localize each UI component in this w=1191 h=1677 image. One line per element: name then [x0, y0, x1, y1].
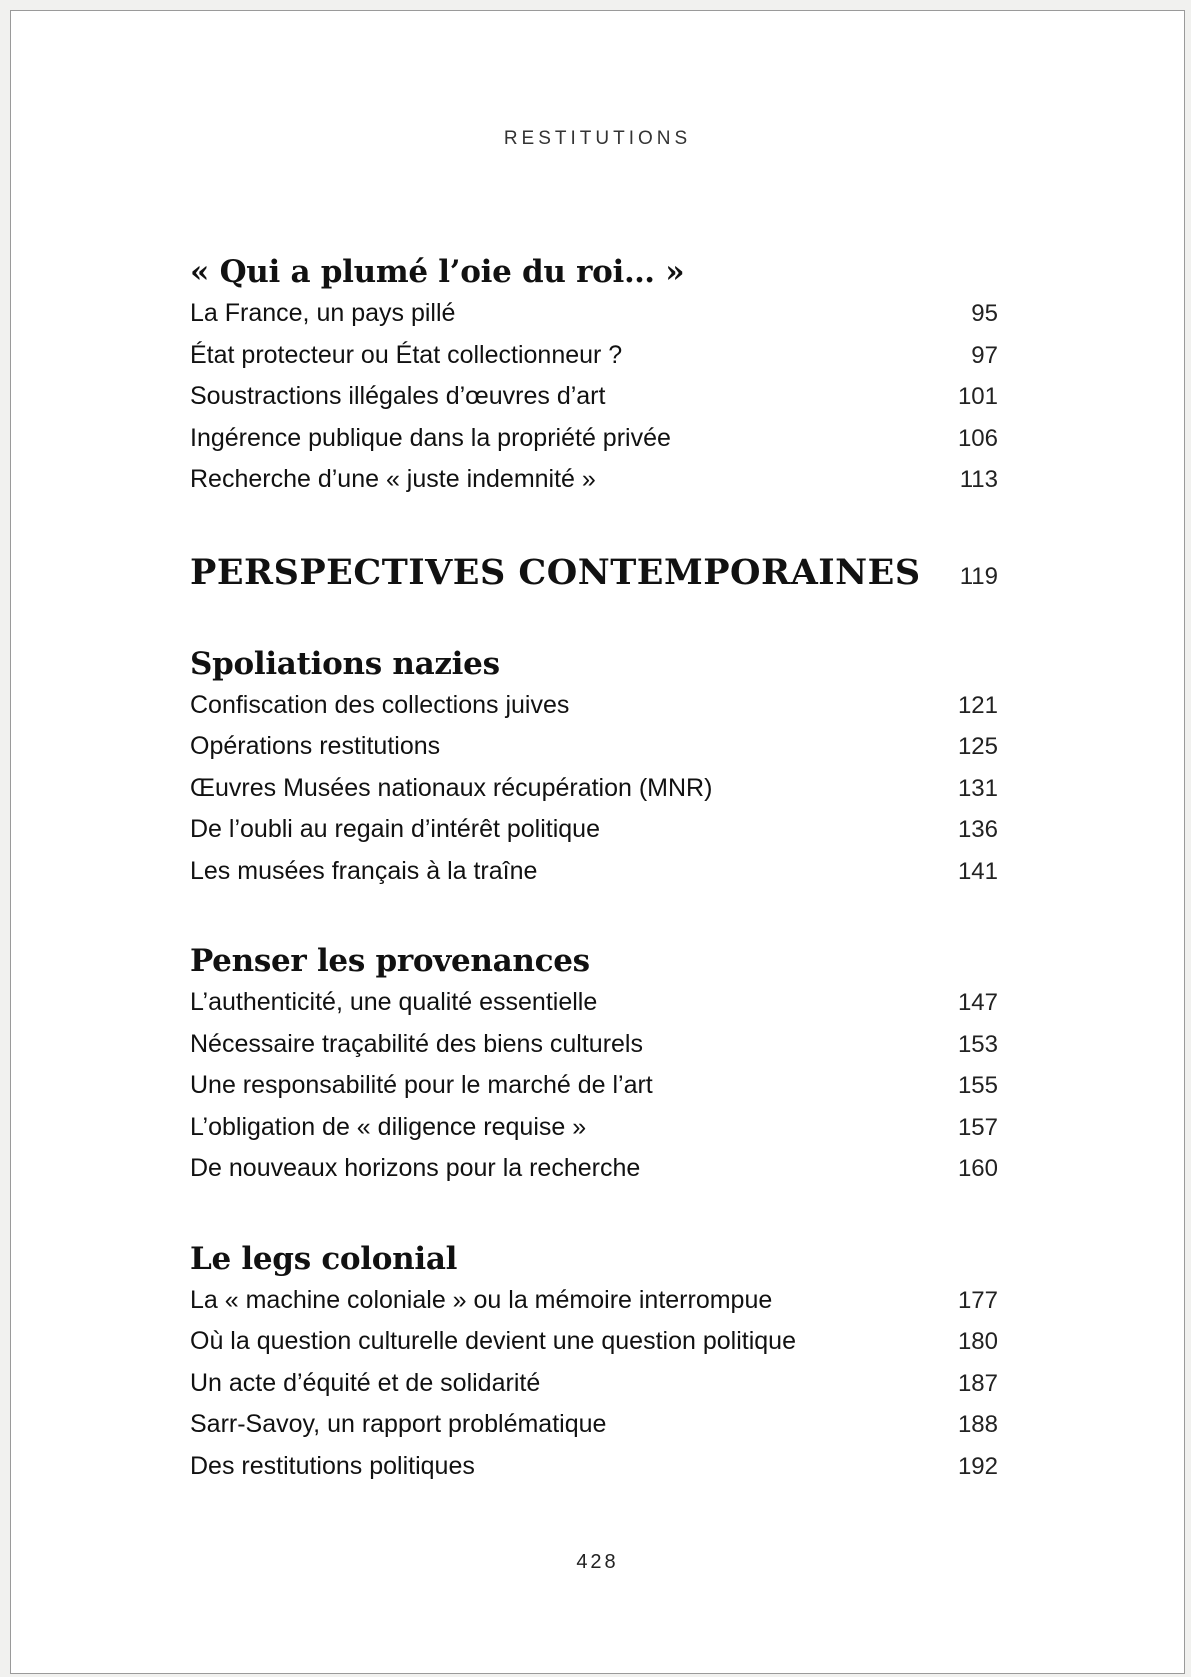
entry-label: Œuvres Musées nationaux récupération (MNR)	[190, 773, 713, 802]
part-title: PERSPECTIVES CONTEMPORAINES	[190, 551, 921, 593]
entry-page-number: 155	[957, 1072, 998, 1099]
entry-page-number: 157	[957, 1113, 998, 1141]
toc-section-le-legs-colonial	[190, 1238, 998, 1488]
toc-entry	[190, 982, 998, 1024]
spacer	[190, 603, 998, 643]
toc-entry	[190, 376, 998, 418]
toc-entry	[190, 1148, 998, 1190]
entry-page-number: 106	[957, 424, 998, 452]
entry-label: Opérations restitutions	[190, 732, 441, 760]
entry-page-number: 192	[957, 1452, 998, 1480]
section-title: « Qui a plumé l’oie du roi… »	[190, 254, 685, 290]
toc-section-qui-a-plume	[190, 251, 998, 501]
entry-label: Ingérence publique dans la propriété privée	[190, 423, 671, 452]
book-page	[10, 10, 1185, 1674]
part-page-number: 119	[959, 562, 998, 590]
entry-page-number: 95	[971, 300, 998, 327]
spacer	[190, 1190, 998, 1238]
toc-entry	[190, 685, 998, 727]
entry-label: Nécessaire traçabilité des biens culturels	[190, 1029, 643, 1058]
spacer	[190, 501, 998, 543]
entry-label: Des restitutions politiques	[190, 1451, 475, 1480]
entry-page-number: 101	[957, 383, 998, 410]
entry-page-number: 141	[957, 857, 998, 885]
toc-entry	[190, 1404, 998, 1446]
entry-label: Les musées français à la traîne	[190, 856, 538, 885]
toc-entry	[190, 1446, 998, 1488]
running-head: RESTITUTIONS	[503, 128, 692, 149]
section-title: Le legs colonial	[190, 1240, 458, 1277]
entry-page-number: 153	[957, 1030, 998, 1058]
entry-page-number: 97	[971, 341, 998, 369]
toc-entry	[190, 768, 998, 810]
section-title: Spoliations nazies	[190, 645, 500, 682]
toc-entry	[190, 1107, 998, 1149]
toc-entry	[190, 1363, 998, 1405]
entry-label: Un acte d’équité et de solidarité	[190, 1368, 541, 1397]
toc-entry	[190, 459, 998, 501]
entry-page-number: 147	[957, 989, 998, 1016]
entry-label: Sarr-Savoy, un rapport problématique	[190, 1410, 607, 1438]
toc-entry	[190, 1321, 998, 1363]
toc-section-penser-les-provenances	[190, 940, 998, 1190]
entry-page-number: 113	[959, 466, 998, 493]
entry-page-number: 187	[957, 1369, 998, 1397]
entry-label: Une responsabilité pour le marché de l’art	[190, 1071, 653, 1099]
entry-page-number: 125	[957, 733, 998, 760]
toc-entry	[190, 418, 998, 460]
entry-label: De nouveaux horizons pour la recherche	[190, 1154, 641, 1182]
entry-label: L’obligation de « diligence requise »	[190, 1112, 587, 1141]
entry-page-number: 180	[957, 1328, 998, 1355]
entry-label: Confiscation des collections juives	[190, 690, 570, 719]
entry-page-number: 136	[957, 816, 998, 843]
entry-label: La « machine coloniale » ou la mémoire interrompue	[190, 1285, 773, 1314]
section-title: Penser les provenances	[190, 943, 590, 979]
entry-label: Où la question culturelle devient une question politique	[190, 1327, 796, 1355]
toc-part-heading	[190, 543, 998, 603]
toc-entry	[190, 1065, 998, 1107]
entry-page-number: 177	[957, 1286, 998, 1314]
toc-entry	[190, 726, 998, 768]
page-number-folio: 428	[576, 1551, 619, 1573]
entry-page-number: 188	[957, 1411, 998, 1438]
entry-page-number: 131	[957, 774, 998, 802]
spacer	[190, 892, 998, 940]
toc-entry	[190, 1280, 998, 1322]
entry-label: Soustractions illégales d’œuvres d’art	[190, 382, 606, 410]
toc-entry	[190, 809, 998, 851]
toc-entry	[190, 293, 998, 335]
entry-page-number: 121	[957, 691, 998, 719]
table-of-contents	[190, 251, 998, 1487]
entry-label: Recherche d’une « juste indemnité »	[190, 465, 596, 493]
entry-label: La France, un pays pillé	[190, 299, 456, 327]
entry-label: État protecteur ou État collectionneur ?	[190, 340, 623, 369]
entry-page-number: 160	[957, 1155, 998, 1182]
toc-entry	[190, 1024, 998, 1066]
entry-label: L’authenticité, une qualité essentielle	[190, 988, 598, 1016]
toc-entry	[190, 851, 998, 893]
toc-section-spoliations-nazies	[190, 643, 998, 893]
entry-label: De l’oubli au regain d’intérêt politique	[190, 815, 600, 843]
toc-entry	[190, 335, 998, 377]
